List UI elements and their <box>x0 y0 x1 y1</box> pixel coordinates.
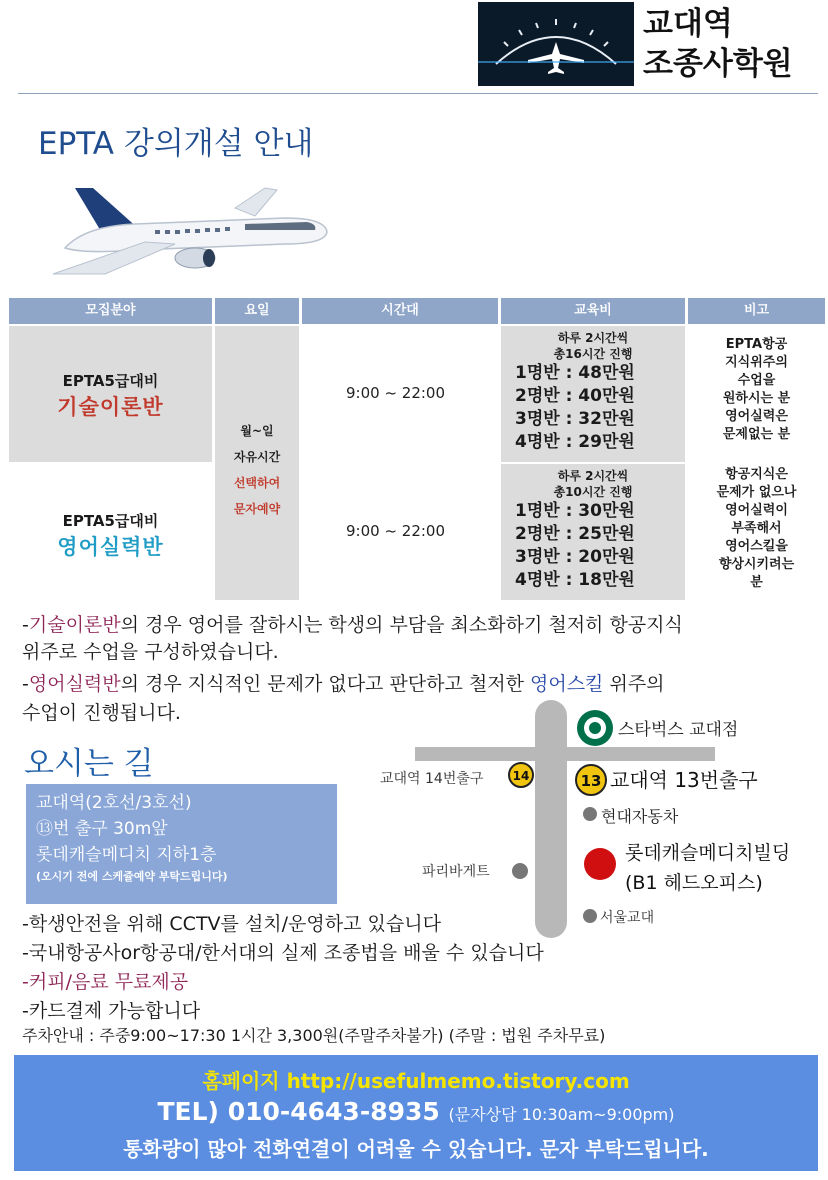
row2-course-name: 영어실력반 <box>57 535 164 559</box>
address-line-1: 교대역(2호선/3호선) <box>36 793 192 813</box>
row2-remark-line: 항공지식은 <box>725 467 788 482</box>
row1-time: 9:00 ~ 22:00 <box>346 384 446 402</box>
cockpit-logo-icon <box>478 2 634 86</box>
note-dash: - <box>22 673 29 695</box>
hyundai-marker <box>583 807 597 821</box>
map-seoul-edu-label: 서울교대 <box>600 910 655 926</box>
exit-13-icon <box>576 765 606 795</box>
row1-fee-2: 2명반 : 40만원 <box>515 386 635 406</box>
map-exit14-label: 교대역 14번출구 <box>380 771 484 787</box>
note-dash: - <box>22 614 29 636</box>
header-divider <box>18 93 818 94</box>
header-remark: 비고 <box>688 298 825 324</box>
bullet-airline: -국내항공사or항공대/한서대의 실제 조종법을 배울 수 있습니다 <box>22 942 544 964</box>
address-box <box>26 784 337 904</box>
row2-fee-1: 1명반 : 30만원 <box>515 501 635 521</box>
airplane-icon <box>45 178 335 278</box>
row1-remark-line: 지식위주의 <box>725 355 788 370</box>
row1-fee-cell <box>501 326 685 462</box>
map-paris-label: 파리바게트 <box>422 864 490 880</box>
row1-fee-note2: 총16시간 진행 <box>553 347 633 361</box>
page-title: EPTA 강의개설 안내 <box>38 126 314 162</box>
row2-fee-cell <box>501 464 685 600</box>
address-line-2: ⑬번 출구 30m앞 <box>36 819 168 839</box>
row2-remark-line: 영어스킬을 <box>725 539 788 554</box>
map-starbucks-label: 스타벅스 교대점 <box>618 720 739 740</box>
academy-logo <box>478 2 813 86</box>
row2-course-cell <box>9 464 212 600</box>
row2-remark-cell <box>688 464 825 600</box>
row2-remark-line: 영어실력이 <box>725 503 788 518</box>
row1-fee-1: 1명반 : 48만원 <box>515 363 635 383</box>
note-english-text: 의 경우 지식적인 문제가 없다고 판단하고 철저한 <box>120 673 530 695</box>
row1-course-name: 기술이론반 <box>57 395 164 419</box>
row2-time-cell <box>302 464 498 600</box>
map-road-vertical <box>535 700 567 938</box>
note-english-highlight: 영어실력반 <box>28 673 121 695</box>
homepage-link[interactable]: 홈페이지 http://usefulmemo.tistory.com <box>202 1069 630 1093</box>
note-theory-highlight: 기술이론반 <box>28 614 121 636</box>
map-exit13-num: 13 <box>580 772 602 790</box>
map-lotte-label1: 롯데캐슬메디치빌딩 <box>625 842 791 864</box>
row2-fee-4: 4명반 : 18만원 <box>515 570 635 590</box>
row1-remark-line: EPTA항공 <box>725 337 788 352</box>
paris-marker <box>512 863 528 879</box>
exit-14-icon <box>509 763 533 787</box>
logo-line-2: 조종사학원 <box>643 46 793 82</box>
row2-time: 9:00 ~ 22:00 <box>346 522 446 540</box>
map-exit13-label: 교대역 13번출구 <box>610 768 758 792</box>
header-time: 시간대 <box>302 298 498 324</box>
lotte-marker-icon <box>584 848 616 880</box>
day-line-2: 자유시간 <box>233 450 281 464</box>
note-english-line2: 수업이 진행됩니다. <box>22 702 181 724</box>
row2-fee-3: 3명반 : 20만원 <box>515 547 635 567</box>
row1-fee-note1: 하루 2시간씩 <box>557 331 629 345</box>
address-line-3: 롯데캐슬메디치 지하1층 <box>36 845 217 865</box>
logo-line-1: 교대역 <box>643 6 733 42</box>
row2-remark-line: 분 <box>750 575 763 590</box>
row1-remark-line: 원하시는 분 <box>722 391 791 406</box>
row2-remark-line: 향상시키려는 <box>718 557 795 572</box>
note-theory <box>22 610 683 637</box>
day-line-3: 선택하여 <box>233 476 281 490</box>
location-map <box>370 700 828 940</box>
phone-note: (문자상담 10:30am~9:00pm) <box>448 1105 675 1124</box>
address-note: (오시기 전에 스케쥴예약 부탁드립니다) <box>36 870 228 883</box>
row2-remark-line: 문제가 없으나 <box>716 485 797 500</box>
header-day: 요일 <box>215 298 299 324</box>
row2-remark-line: 부족해서 <box>731 521 782 536</box>
bullet-card: -카드결제 가능합니다 <box>22 1000 201 1022</box>
phone-line <box>14 1097 818 1126</box>
map-exit14-num: 14 <box>512 769 530 783</box>
row2-fee-note1: 하루 2시간씩 <box>557 469 629 483</box>
row1-remark-cell <box>688 326 825 462</box>
bullet-cctv: -학생안전을 위해 CCTV를 설치/운영하고 있습니다 <box>22 913 441 935</box>
parking-info: 주차안내 : 주중9:00~17:30 1시간 3,300원(주말주차불가) (주말 : 법원 주차무료) <box>22 1026 606 1045</box>
row1-time-cell <box>302 326 498 462</box>
header-field: 모집분야 <box>9 298 212 324</box>
note-english-skill: 영어스킬 <box>530 673 604 695</box>
contact-footer <box>14 1055 818 1171</box>
row1-course-cell <box>9 326 212 462</box>
day-line-4: 문자예약 <box>233 502 281 516</box>
row2-fee-note2: 총10시간 진행 <box>553 485 633 499</box>
note-english-tail: 위주의 <box>603 673 665 695</box>
note-theory-text: 의 경우 영어를 잘하시는 학생의 부담을 최소화하기 철저히 항공지식 <box>120 614 683 636</box>
academy-name <box>643 4 813 84</box>
starbucks-icon <box>577 710 613 746</box>
row1-fee-4: 4명반 : 29만원 <box>515 432 635 452</box>
row1-course-sub: EPTA5급대비 <box>62 372 159 390</box>
row1-remark-line: 영어실력은 <box>725 409 788 424</box>
map-lotte-label2: (B1 헤드오피스) <box>625 872 763 894</box>
map-road-horizontal <box>415 747 715 761</box>
row1-remark-line: 수업을 <box>737 373 776 388</box>
map-hyundai-label: 현대자동차 <box>601 807 679 826</box>
row2-fee-2: 2명반 : 25만원 <box>515 524 635 544</box>
row1-remark-line: 문제없는 분 <box>722 427 791 442</box>
row2-course-sub: EPTA5급대비 <box>62 512 159 530</box>
bullet-coffee: -커피/음료 무료제공 <box>22 971 189 993</box>
note-theory-line2: 위주로 수업을 구성하였습니다. <box>22 641 279 663</box>
directions-title: 오시는 길 <box>24 746 154 782</box>
header-fee: 교육비 <box>501 298 685 324</box>
row1-fee-3: 3명반 : 32만원 <box>515 409 635 429</box>
note-english <box>22 669 665 696</box>
phone-number[interactable]: TEL) 010-4643-8935 <box>157 1097 440 1126</box>
footer-message: 통화량이 많아 전화연결이 어려울 수 있습니다. 문자 부탁드립니다. <box>123 1137 709 1161</box>
day-line-1: 월~일 <box>240 424 274 438</box>
seoul-edu-marker <box>583 909 597 923</box>
